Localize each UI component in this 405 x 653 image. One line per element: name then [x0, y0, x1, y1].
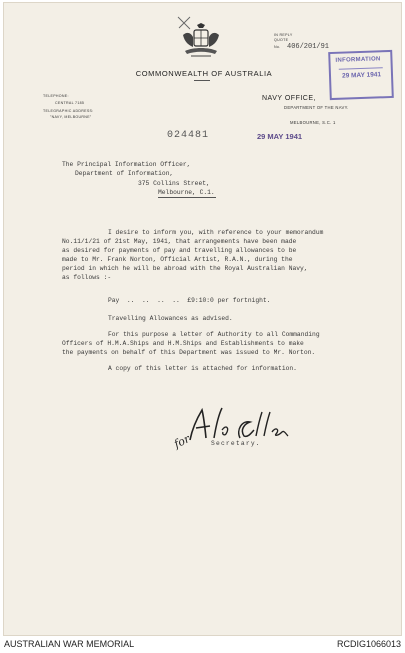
body-line-7: For this purpose a letter of Authority to all Commanding	[108, 331, 320, 338]
body-line-3: as desired for payments of pay and travelling allowances to be	[62, 247, 297, 254]
body-line-9: the payments on behalf of this Department was issued to Mr. Norton.	[62, 349, 316, 356]
reply-label-2: QUOTE	[274, 38, 289, 42]
travel-allowance-line: Travelling Allowances as advised.	[108, 315, 233, 322]
addressee-line-4: Melbourne, C.1.	[158, 189, 215, 196]
telephone-number: CENTRAL 7185	[55, 101, 85, 105]
letterhead-rule	[194, 80, 210, 81]
body-line-1: I desire to inform you, with reference to your memorandum	[108, 229, 324, 236]
coat-of-arms-icon	[179, 23, 223, 61]
body-line-6: as follows :-	[62, 274, 112, 281]
body-line-8: Officers of H.M.A.Ships and H.M.Ships and Establishments to make	[62, 340, 304, 347]
information-stamp-title: INFORMATION	[335, 56, 381, 64]
signoff-title: Secretary.	[211, 440, 261, 447]
pay-line: Pay .. .. .. .. £9:10:0 per fortnight.	[108, 297, 271, 304]
information-stamp-rule	[339, 67, 383, 70]
telegraphic-address: "NAVY, MELBOURNE"	[50, 115, 92, 119]
addressee-line-1: The Principal Information Officer,	[62, 161, 191, 168]
telegraphic-label: TELEGRAPHIC ADDRESS:	[43, 109, 94, 113]
reference-number: 406/201/91	[287, 43, 330, 51]
department-name: DEPARTMENT OF THE NAVY.	[284, 105, 349, 110]
letter-page	[3, 2, 402, 636]
body-line-4: made to Mr. Frank Norton, Official Artist, R.A.N., during the	[62, 256, 293, 263]
signoff-for: for	[172, 432, 192, 451]
information-stamp-date: 29 MAY 1941	[341, 71, 382, 80]
body-line-2: No.11/1/21 of 21st May, 1941, that arrangements have been made	[62, 238, 297, 245]
addressee-underline	[158, 197, 216, 198]
registration-number: 024481	[167, 130, 210, 141]
reply-label-1: IN REPLY	[274, 33, 293, 37]
body-line-5: period in which he will be abroad with the Royal Australian Navy,	[62, 265, 308, 272]
reply-no-label: No.	[274, 45, 281, 49]
telephone-label: TELEPHONE:	[43, 94, 69, 98]
addressee-line-3: 375 Collins Street,	[138, 180, 210, 187]
office-name: NAVY OFFICE,	[262, 95, 316, 102]
archive-id: RCDIG1066013	[336, 639, 401, 649]
archive-name: AUSTRALIAN WAR MEMORIAL	[4, 639, 135, 649]
archive-footer	[0, 636, 405, 653]
body-line-10: A copy of this letter is attached for information.	[108, 365, 297, 372]
date-stamp: 29 MAY 1941	[257, 132, 303, 141]
office-city: MELBOURNE, S.C. 1	[290, 120, 336, 125]
letterhead-title: COMMONWEALTH OF AUSTRALIA	[135, 69, 273, 78]
addressee-line-2: Department of Information,	[75, 170, 174, 177]
information-stamp	[328, 50, 394, 100]
